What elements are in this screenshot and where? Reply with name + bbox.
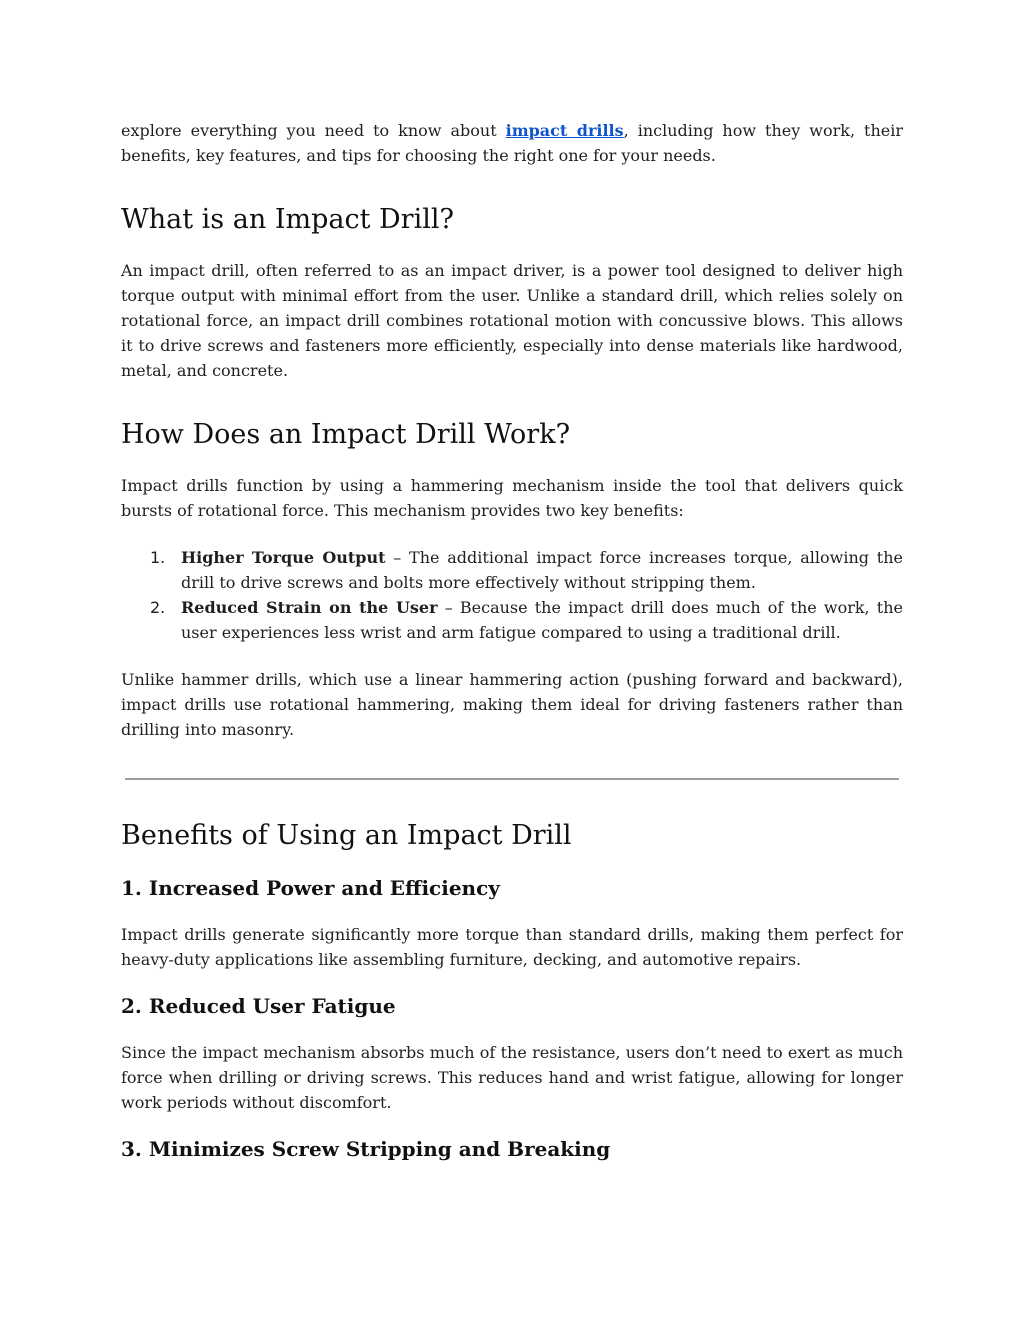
list-item-title: Reduced Strain on the User [181,598,438,617]
intro-text-after: , including how they work, their benefits, key features, and tips for choosing the right one for your needs. [121,121,903,165]
list-number: 2. [150,598,166,617]
subheading-power: 1. Increased Power and Efficiency [121,876,500,900]
subheading-fatigue: 2. Reduced User Fatigue [121,994,396,1018]
heading-what-is: What is an Impact Drill? [121,204,454,235]
list-item [121,595,903,645]
document-page [121,118,903,1163]
list-item [121,545,903,595]
heading-how-works: How Does an Impact Drill Work? [121,419,571,450]
list-item-title: Higher Torque Output [181,548,386,567]
what-is-paragraph: An impact drill, often referred to as an impact driver, is a power tool designed to deliver high torque output with minimal effort from the user. Unlike a standard drill, which relies solely on rotational force, an impact drill combines rotational motion with concussive blows. This allows it to drive screws and fasteners more efficiently, especially into dense materials like hardwood, metal, and concrete. [121,261,903,380]
benefits-list [121,545,903,645]
intro-text-before: explore everything you need to know about [121,121,506,140]
list-number: 1. [150,548,166,567]
list-item-text: – The additional impact force increases torque, allowing the drill to drive screws and bolts more effectively without stripping them. [181,548,904,592]
fatigue-paragraph: Since the impact mechanism absorbs much of the resistance, users don’t need to exert as much force when drilling or driving screws. This reduces hand and wrist fatigue, allowing for longer work periods without discomfort. [121,1043,903,1112]
heading-benefits: Benefits of Using an Impact Drill [121,820,572,851]
impact-drills-link[interactable]: impact drills [505,121,624,140]
list-item-text: – Because the impact drill does much of the work, the user experiences less wrist and arm fatigue compared to using a traditional drill. [181,598,904,642]
power-paragraph: Impact drills generate significantly more torque than standard drills, making them perfect for heavy-duty applications like assembling furniture, decking, and automotive repairs. [121,925,903,969]
intro-paragraph [121,118,903,168]
how-works-paragraph: Impact drills function by using a hammering mechanism inside the tool that delivers quick bursts of rotational force. This mechanism provides two key benefits: [121,476,903,520]
hammer-drills-paragraph: Unlike hammer drills, which use a linear hammering action (pushing forward and backward), impact drills use rotational hammering, making them ideal for driving fasteners rather than drilling into masonry. [121,670,903,739]
subheading-stripping: 3. Minimizes Screw Stripping and Breaking [121,1137,611,1161]
